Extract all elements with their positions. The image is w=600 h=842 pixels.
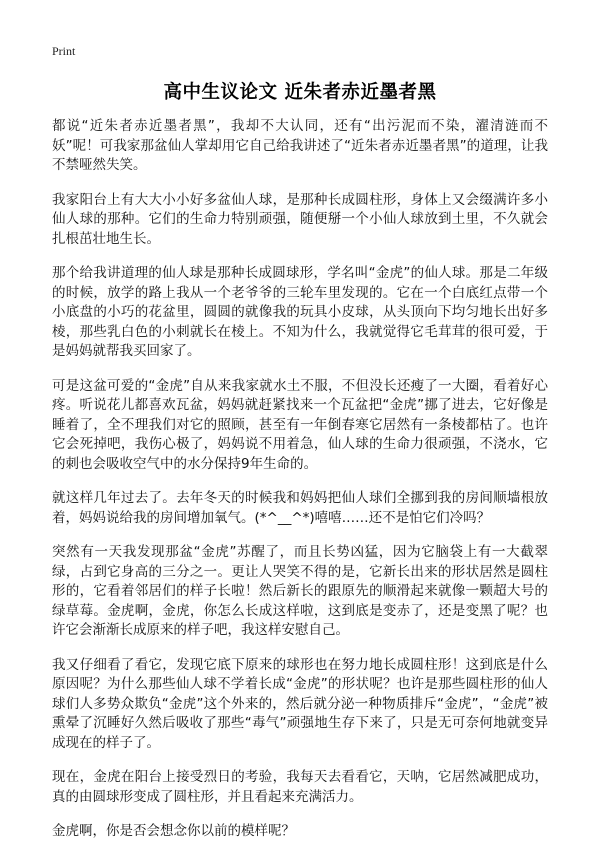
paragraph-6: 突然有一天我发现那盆“金虎”苏醒了，而且长势凶猛，因为它脑袋上有一大截翠绿，占到它身高的三分之一。更让人哭笑不得的是，它新长出来的形状居然是圆柱形的，它看着邻居们的样子长啦！然后新长的跟原先的顺滑起来就像一颗超大号的绿草莓。金虎啊，金虎，你怎么长成这样啦，这到底是变赤了，还是变黑了呢？也许它会渐渐长成原来的样子吧，我这样安慰自己。 xyxy=(52,544,548,638)
paragraph-8: 现在，金虎在阳台上接受烈日的考验，我每天去看看它，天呐，它居然减肥成功，真的由圆球形变成了圆柱形，并且看起来充满活力。 xyxy=(52,769,548,805)
paragraph-2: 我家阳台上有大大小小好多盆仙人球，是那种长成圆柱形，身体上又会缀满许多小仙人球的那种。它们的生命力特别顽强，随便掰一个小仙人球放到土里，不久就会扎根茁壮地生长。 xyxy=(52,191,548,247)
article-body xyxy=(52,117,548,842)
paragraph-3: 那个给我讲道理的仙人球是那种长成圆球形，学名叫“金虎”的仙人球。那是二年级的时候，放学的路上我从一个老爷爷的三轮车里发现的。它在一个白底红点带一个小底盘的小巧的花盆里，圆圆的就像我的玩具小皮球，从头顶向下均匀地长出好多棱，那些乳白色的小刺就长在棱上。不知为什么，我就觉得它毛茸茸的很可爱，于是妈妈就帮我买回家了。 xyxy=(52,265,548,359)
page-title: 高中生议论文 近朱者赤近墨者黑 xyxy=(163,82,437,103)
paragraph-5: 就这样几年过去了。去年冬天的时候我和妈妈把仙人球们全挪到我的房间顺墙根放着，妈妈说给我的房间增加氧气。(*^__^*)嘻嘻……还不是怕它们冷吗？ xyxy=(52,490,548,526)
paragraph-7: 我又仔细看了看它，发现它底下原来的球形也在努力地长成圆柱形！这到底是什么原因呢？为什么那些仙人球不学着长成“金虎”的形状呢？也许是那些圆柱形的仙人球们人多势众欺负“金虎”这个外来的，然后就分泌一种物质排斥“金虎”，“金虎”被熏晕了沉睡好久然后吸收了那些“毒气”顽强地生存下来了，只是无可奈何地就变异成现在的样子了。 xyxy=(52,656,548,751)
paragraph-9: 金虎啊，你是否会想念你以前的模样呢？ xyxy=(52,823,295,839)
paragraph-4: 可是这盆可爱的“金虎”自从来我家就水土不服，不但没长还瘦了一大圈，看着好心疼。听说花儿都喜欢瓦盆，妈妈就赶紧找来一个瓦盆把“金虎”挪了进去，它好像是睡着了，全不理我们对它的照顾，甚至有一年倒春寒它居然有一条棱都枯了。也许它会死掉吧，我伤心极了，妈妈说不用着急，仙人球的生命力很顽强，不浇水，它的刺也会吸收空气中的水分保持9年生命的。 xyxy=(52,377,548,472)
print-label: Print xyxy=(52,44,76,58)
paragraph-1: 都说“近朱者赤近墨者黑”，我却不大认同，还有“出污泥而不染，濯清涟而不妖”呢！可我家那盆仙人掌却用它自己给我讲述了“近朱者赤近墨者黑”的道理，让我不禁哑然失笑。 xyxy=(52,118,548,173)
